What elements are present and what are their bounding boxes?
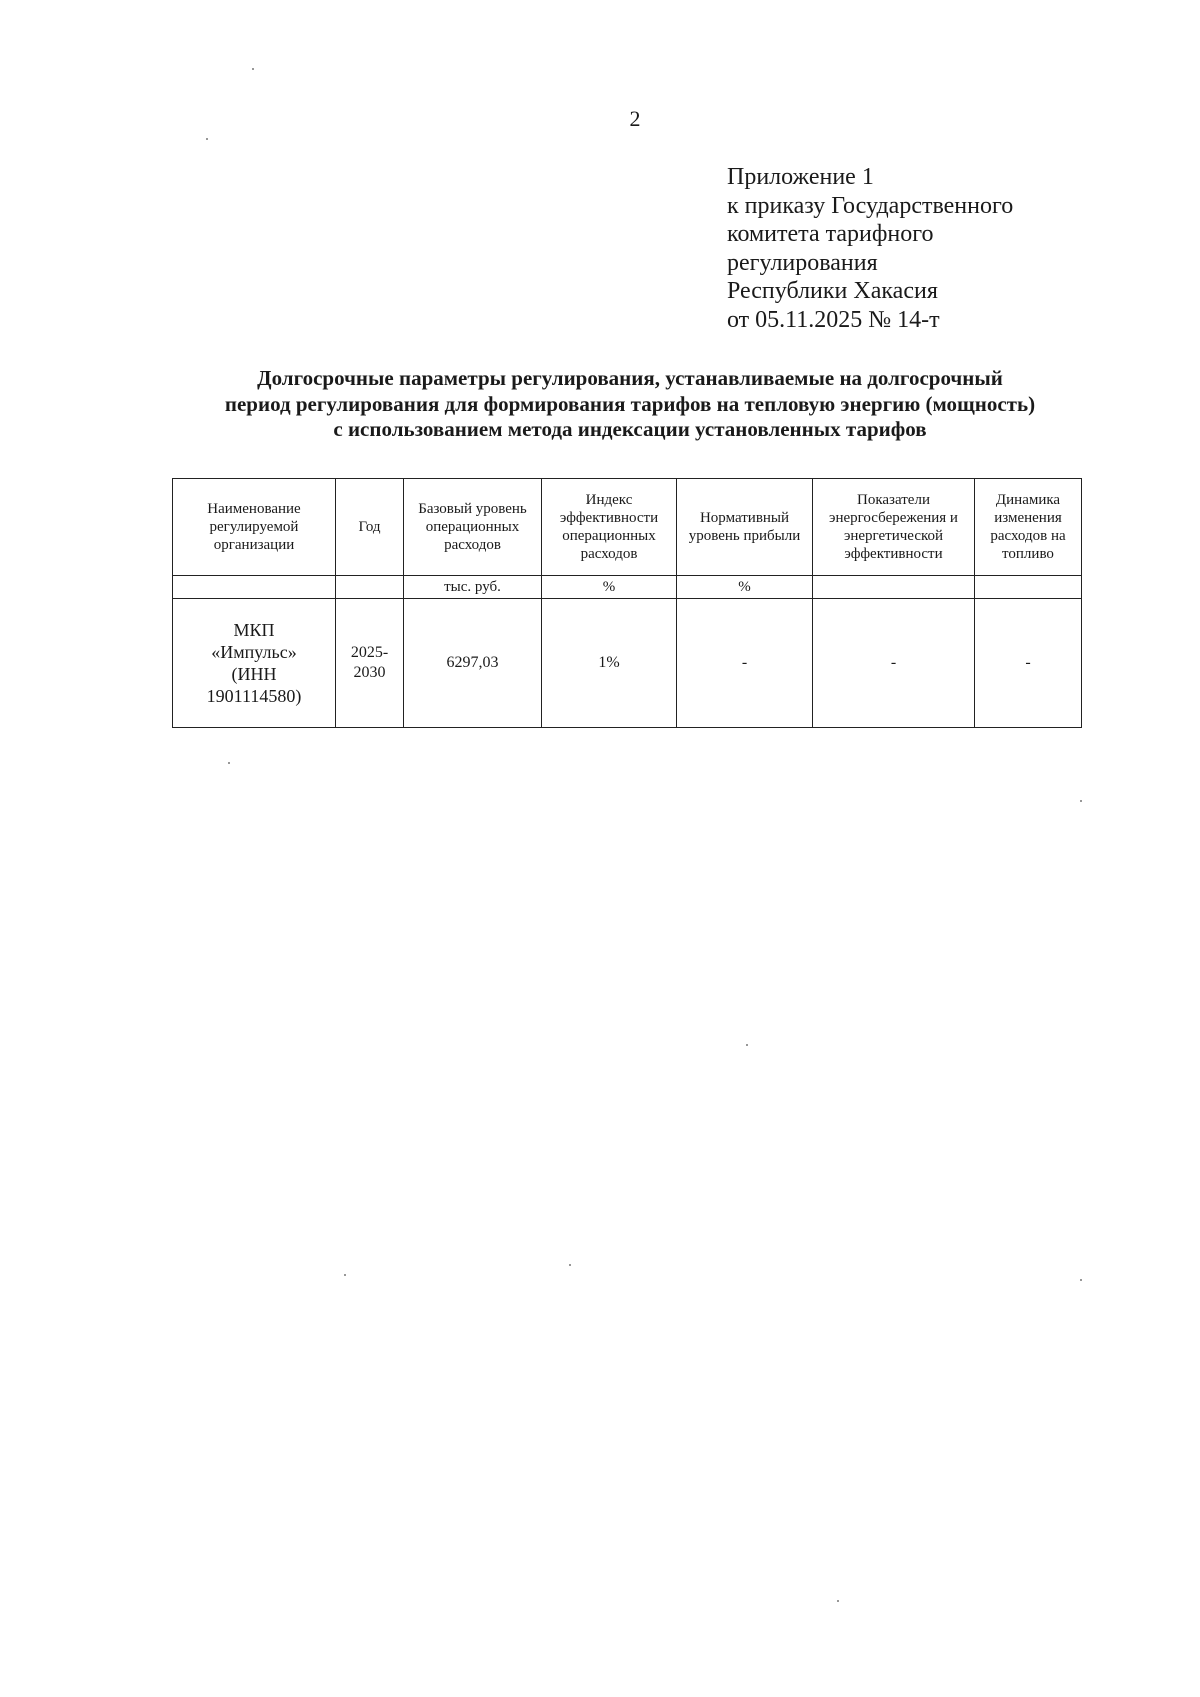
cell-fuel-dynamics: -	[975, 599, 1082, 728]
header-cell-base-opex: Базовый уровень операционных расходов	[404, 479, 542, 576]
table-row	[173, 599, 1082, 728]
cell-energy-saving: -	[813, 599, 975, 728]
scan-speck	[252, 68, 254, 70]
appendix-line: Республики Хакасия	[727, 278, 938, 304]
cell-profit-level: -	[677, 599, 813, 728]
scan-speck	[746, 1044, 748, 1046]
table-units-row	[173, 576, 1082, 599]
title-line: период регулирования для формирования тарифов на тепловую энергию (мощность)	[224, 391, 1036, 416]
scan-speck	[344, 1274, 346, 1276]
cell-base-opex: 6297,03	[404, 599, 542, 728]
appendix-block	[727, 163, 1013, 334]
page-number: 2	[629, 106, 641, 131]
title-line: Долгосрочные параметры регулирования, устанавливаемые на долгосрочный	[257, 366, 1003, 390]
unit-cell: %	[542, 576, 677, 599]
year-line: 2030	[353, 664, 386, 681]
header-cell-energy-saving: Показатели энергосбережения и энергетической эффективности	[813, 479, 975, 576]
scan-speck	[206, 138, 208, 140]
document-title	[170, 366, 1090, 443]
table-header-row	[173, 479, 1082, 576]
header-cell-efficiency-index: Индекс эффективности операционных расходов	[542, 479, 677, 576]
unit-cell	[975, 576, 1082, 599]
unit-cell: %	[677, 576, 813, 599]
header-cell-profit-level: Нормативный уровень прибыли	[677, 479, 813, 576]
header-cell-fuel-dynamics: Динамика изменения расходов на топливо	[975, 479, 1082, 576]
scan-speck	[569, 1264, 571, 1266]
header-cell-organization: Наименование регулируемой организации	[173, 479, 336, 576]
header-cell-year: Год	[336, 479, 404, 576]
org-line: «Импульс»	[211, 642, 297, 662]
year-line: 2025-	[350, 644, 389, 661]
appendix-line: от 05.11.2025 № 14-т	[727, 306, 940, 333]
appendix-line: регулирования	[727, 249, 878, 276]
scan-speck	[228, 762, 230, 764]
scan-speck	[1080, 800, 1082, 802]
appendix-line: к приказу Государственного	[727, 192, 1014, 219]
appendix-line: Приложение 1	[727, 164, 874, 190]
scan-speck	[1080, 1279, 1082, 1281]
unit-cell	[336, 576, 404, 599]
cell-organization	[173, 599, 336, 728]
unit-cell	[813, 576, 975, 599]
appendix-line: комитета тарифного	[727, 221, 934, 247]
cell-efficiency-index: 1%	[542, 599, 677, 728]
unit-cell	[173, 576, 336, 599]
org-line: (ИНН	[231, 664, 277, 684]
org-line: МКП	[233, 620, 275, 640]
parameters-table	[172, 478, 1082, 728]
cell-year	[336, 599, 404, 728]
scan-speck	[837, 1600, 839, 1602]
title-line: с использованием метода индексации установленных тарифов	[333, 417, 927, 441]
unit-cell: тыс. руб.	[404, 576, 542, 599]
org-line: 1901114580)	[206, 686, 302, 706]
